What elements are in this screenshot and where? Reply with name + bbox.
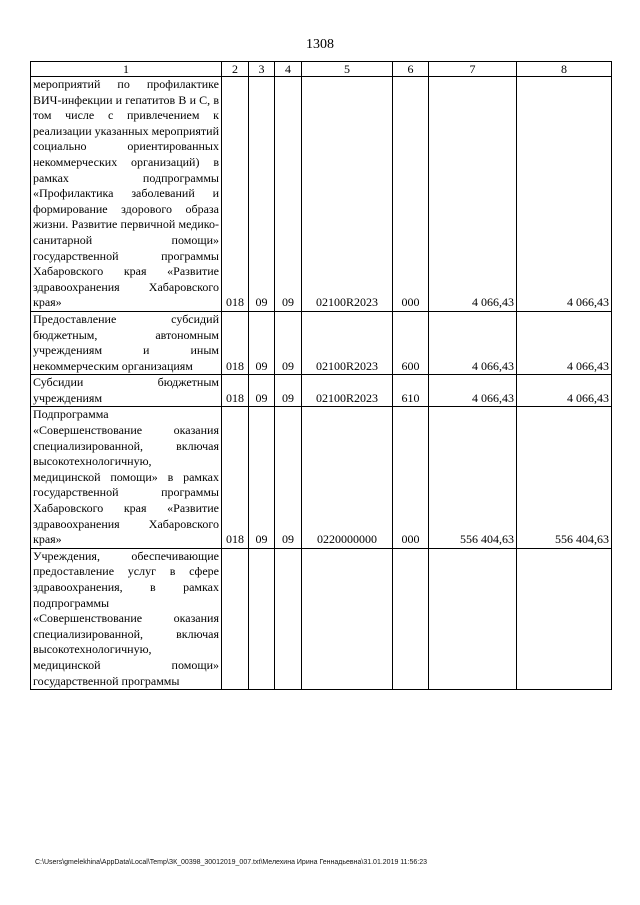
amount-col8: 556 404,63	[517, 407, 612, 548]
budget-table	[30, 61, 612, 690]
ministry-code: 018	[222, 375, 249, 407]
row-name: Субсидии бюджетным учреждениям	[31, 375, 222, 407]
table-row	[31, 311, 612, 374]
target-article: 02100R2023	[302, 77, 393, 312]
table-row	[31, 77, 612, 312]
column-header: 2	[222, 62, 249, 77]
column-number-row	[31, 62, 612, 77]
ministry-code: 018	[222, 311, 249, 374]
section-code	[249, 548, 275, 689]
column-header: 6	[393, 62, 429, 77]
section-code: 09	[249, 407, 275, 548]
column-header: 8	[517, 62, 612, 77]
page-number: 1308	[306, 37, 334, 52]
target-article: 02100R2023	[302, 375, 393, 407]
target-article: 02100R2023	[302, 311, 393, 374]
section-code: 09	[249, 375, 275, 407]
amount-col8: 4 066,43	[517, 311, 612, 374]
amount-col7: 4 066,43	[429, 77, 517, 312]
target-article	[302, 548, 393, 689]
expense-type	[393, 548, 429, 689]
row-name: Учреждения, обеспечивающие предоставление услуг в сфере здравоохранения, в рамках подпрограммы «Совершенствование оказания специализированной, включая высокотехнологичную, медицинской помощи» государственной программы	[31, 548, 222, 689]
amount-col8: 4 066,43	[517, 375, 612, 407]
ministry-code: 018	[222, 407, 249, 548]
row-name: Подпрограмма «Совершенствование оказания специализированной, включая высокотехнологичную, медицинской помощи» в рамках государственной программы Хабаровского края «Развитие здравоохранения Хабаровского края»	[31, 407, 222, 548]
section-code: 09	[249, 77, 275, 312]
column-header: 5	[302, 62, 393, 77]
target-article: 0220000000	[302, 407, 393, 548]
amount-col7: 556 404,63	[429, 407, 517, 548]
column-header: 3	[249, 62, 275, 77]
expense-type: 610	[393, 375, 429, 407]
column-header: 1	[31, 62, 222, 77]
subsection-code: 09	[275, 77, 302, 312]
subsection-code	[275, 548, 302, 689]
table-row	[31, 407, 612, 548]
table-row	[31, 375, 612, 407]
amount-col8	[517, 548, 612, 689]
row-name: мероприятий по профилактике ВИЧ-инфекции и гепатитов В и С, в том числе с привлечением к реализации указанных мероприятий социально ориентированных некоммерческих организаций) в рамках подпрограммы «Профилактика заболеваний и формирование здорового образа жизни. Развитие первичной медико-санитарной помощи» государственной программы Хабаровского края «Развитие здравоохранения Хабаровского края»	[31, 77, 222, 312]
expense-type: 000	[393, 77, 429, 312]
amount-col7	[429, 548, 517, 689]
expense-type: 600	[393, 311, 429, 374]
expense-type: 000	[393, 407, 429, 548]
ministry-code	[222, 548, 249, 689]
subsection-code: 09	[275, 407, 302, 548]
subsection-code: 09	[275, 375, 302, 407]
amount-col8: 4 066,43	[517, 77, 612, 312]
file-path-footer: C:\Users\gmelekhina\AppData\Local\Temp\ЗК_00398_30012019_007.txt\Мелехина Ирина Геннадьевна\31.01.2019 11:56:23	[35, 859, 428, 866]
subsection-code: 09	[275, 311, 302, 374]
ministry-code: 018	[222, 77, 249, 312]
table-row	[31, 548, 612, 689]
amount-col7: 4 066,43	[429, 311, 517, 374]
amount-col7: 4 066,43	[429, 375, 517, 407]
column-header: 4	[275, 62, 302, 77]
row-name: Предоставление субсидий бюджетным, автономным учреждениям и иным некоммерческим организациям	[31, 311, 222, 374]
section-code: 09	[249, 311, 275, 374]
column-header: 7	[429, 62, 517, 77]
